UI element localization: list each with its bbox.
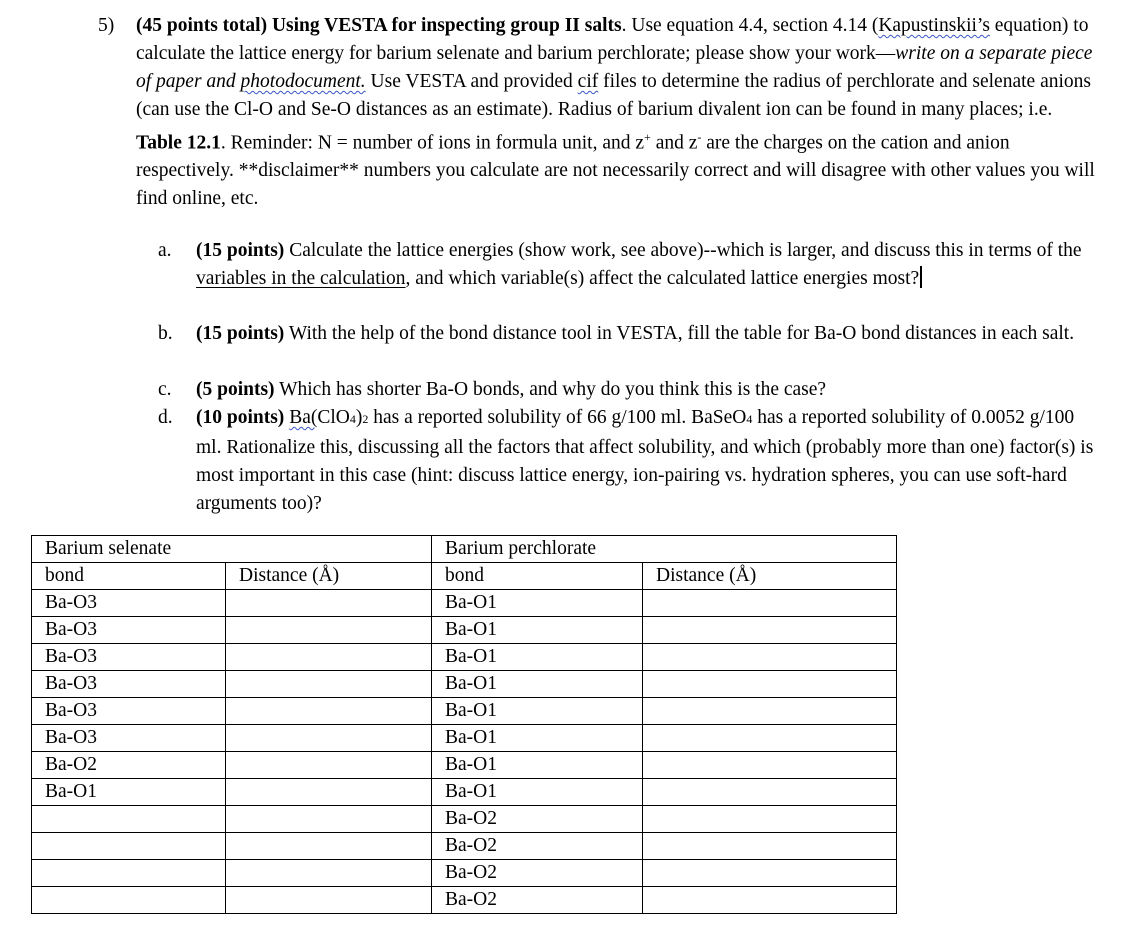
selenate-title: Barium selenate bbox=[32, 536, 432, 563]
selenate-distance-cell[interactable] bbox=[226, 590, 432, 617]
header-perchlorate-distance: Distance (Å) bbox=[643, 563, 897, 590]
perchlorate-distance-cell[interactable] bbox=[643, 887, 897, 914]
bond-distance-table bbox=[31, 535, 897, 914]
perchlorate-distance-cell[interactable] bbox=[643, 698, 897, 725]
table-row bbox=[32, 617, 897, 644]
selenate-bond-cell: Ba-O3 bbox=[32, 698, 226, 725]
question-intro: (45 points total) Using VESTA for inspecting group II salts. Use equation 4.4, section 4.14 (Kapustinskii’s equation) to calculate the lattice energy for barium selenate and barium perchlorate; please show your work—write on a separate piece of paper and photodocument. Use VESTA and provided cif files to determine the radius of perchlorate and selenate anions (can use the Cl-O and Se-O distances as an estimate). Radius of barium divalent ion can be found in many places; i.e. Table 12.1. Reminder: N = number of ions in formula unit, and z+ and z- are the charges on the cation and anion respectively. **disclaimer** numbers you calculate are not necessarily correct and will disagree with other values you will find online, etc. bbox=[136, 15, 1095, 209]
header-selenate-distance: Distance (Å) bbox=[226, 563, 432, 590]
part-d-letter: d. bbox=[158, 407, 173, 428]
table-row bbox=[32, 698, 897, 725]
question-number: 5) bbox=[98, 15, 115, 36]
spellcheck-ba-paren: Ba( bbox=[289, 407, 318, 428]
header-perchlorate-bond: bond bbox=[432, 563, 643, 590]
perchlorate-bond-cell: Ba-O2 bbox=[432, 806, 643, 833]
table-row bbox=[32, 833, 897, 860]
selenate-distance-cell[interactable] bbox=[226, 725, 432, 752]
table-row bbox=[32, 725, 897, 752]
spellcheck-kapustinskii: Kapustinskii’s bbox=[878, 15, 990, 36]
spellcheck-cif: cif bbox=[577, 70, 599, 92]
selenate-bond-cell: Ba-O3 bbox=[32, 725, 226, 752]
spellcheck-photodocument: photodocument. bbox=[240, 70, 366, 92]
perchlorate-bond-cell: Ba-O1 bbox=[432, 590, 643, 617]
part-d-text: (10 points) Ba(ClO4)2 has a reported solubility of 66 g/100 ml. BaSeO4 has a reported solubility of 0.0052 g/100 ml. Rationalize this, discussing all the factors that affect solubility, and which (probably more than one) factor(s) is most important in this case (hint: discuss lattice energy, ion-pairing vs. hydration spheres, you can use soft-hard arguments too)? bbox=[196, 407, 1094, 514]
part-c-letter: c. bbox=[158, 379, 172, 400]
perchlorate-bond-cell: Ba-O1 bbox=[432, 617, 643, 644]
perchlorate-bond-cell: Ba-O1 bbox=[432, 698, 643, 725]
selenate-distance-cell[interactable] bbox=[226, 887, 432, 914]
table-row bbox=[32, 671, 897, 698]
question-title: (45 points total) Using VESTA for inspecting group II salts bbox=[136, 15, 622, 36]
selenate-distance-cell[interactable] bbox=[226, 806, 432, 833]
perchlorate-distance-cell[interactable] bbox=[643, 644, 897, 671]
part-b-letter: b. bbox=[158, 323, 173, 344]
selenate-distance-cell[interactable] bbox=[226, 617, 432, 644]
selenate-distance-cell[interactable] bbox=[226, 671, 432, 698]
perchlorate-distance-cell[interactable] bbox=[643, 590, 897, 617]
selenate-bond-cell: Ba-O3 bbox=[32, 617, 226, 644]
selenate-bond-cell: Ba-O3 bbox=[32, 590, 226, 617]
selenate-distance-cell[interactable] bbox=[226, 833, 432, 860]
selenate-bond-cell bbox=[32, 833, 226, 860]
selenate-distance-cell[interactable] bbox=[226, 644, 432, 671]
perchlorate-title: Barium perchlorate bbox=[432, 536, 897, 563]
table-body bbox=[32, 536, 897, 914]
perchlorate-bond-cell: Ba-O2 bbox=[432, 887, 643, 914]
header-selenate-bond: bond bbox=[32, 563, 226, 590]
perchlorate-bond-cell: Ba-O1 bbox=[432, 671, 643, 698]
selenate-distance-cell[interactable] bbox=[226, 698, 432, 725]
part-b-text: (15 points) With the help of the bond distance tool in VESTA, fill the table for Ba-O bond distances in each salt. bbox=[196, 323, 1075, 344]
table-row bbox=[32, 887, 897, 914]
selenate-bond-cell bbox=[32, 860, 226, 887]
perchlorate-distance-cell[interactable] bbox=[643, 806, 897, 833]
perchlorate-distance-cell[interactable] bbox=[643, 779, 897, 806]
selenate-bond-cell: Ba-O2 bbox=[32, 752, 226, 779]
table-header-row bbox=[32, 563, 897, 590]
table-row bbox=[32, 860, 897, 887]
selenate-bond-cell bbox=[32, 887, 226, 914]
perchlorate-bond-cell: Ba-O2 bbox=[432, 833, 643, 860]
perchlorate-distance-cell[interactable] bbox=[643, 860, 897, 887]
perchlorate-distance-cell[interactable] bbox=[643, 671, 897, 698]
part-a-text[interactable]: (15 points) Calculate the lattice energies (show work, see above)--which is larger, and discuss this in terms of the variables in the calculation, and which variable(s) affect the calculated lattice energies most? bbox=[196, 240, 1082, 289]
table-title-row bbox=[32, 536, 897, 563]
selenate-bond-cell bbox=[32, 806, 226, 833]
perchlorate-distance-cell[interactable] bbox=[643, 617, 897, 644]
table-row bbox=[32, 590, 897, 617]
perchlorate-distance-cell[interactable] bbox=[643, 725, 897, 752]
selenate-distance-cell[interactable] bbox=[226, 752, 432, 779]
perchlorate-bond-cell: Ba-O1 bbox=[432, 644, 643, 671]
table-row bbox=[32, 752, 897, 779]
part-a-letter: a. bbox=[158, 240, 172, 261]
selenate-bond-cell: Ba-O3 bbox=[32, 671, 226, 698]
table-row bbox=[32, 779, 897, 806]
text-cursor bbox=[920, 266, 922, 288]
perchlorate-distance-cell[interactable] bbox=[643, 833, 897, 860]
table-row bbox=[32, 644, 897, 671]
perchlorate-bond-cell: Ba-O2 bbox=[432, 860, 643, 887]
selenate-distance-cell[interactable] bbox=[226, 860, 432, 887]
table-row bbox=[32, 806, 897, 833]
perchlorate-bond-cell: Ba-O1 bbox=[432, 752, 643, 779]
perchlorate-bond-cell: Ba-O1 bbox=[432, 779, 643, 806]
perchlorate-distance-cell[interactable] bbox=[643, 752, 897, 779]
selenate-bond-cell: Ba-O3 bbox=[32, 644, 226, 671]
selenate-bond-cell: Ba-O1 bbox=[32, 779, 226, 806]
selenate-distance-cell[interactable] bbox=[226, 779, 432, 806]
table-reference: Table 12.1 bbox=[136, 132, 221, 154]
part-c-text: (5 points) Which has shorter Ba-O bonds, and why do you think this is the case? bbox=[196, 379, 827, 400]
perchlorate-bond-cell: Ba-O1 bbox=[432, 725, 643, 752]
